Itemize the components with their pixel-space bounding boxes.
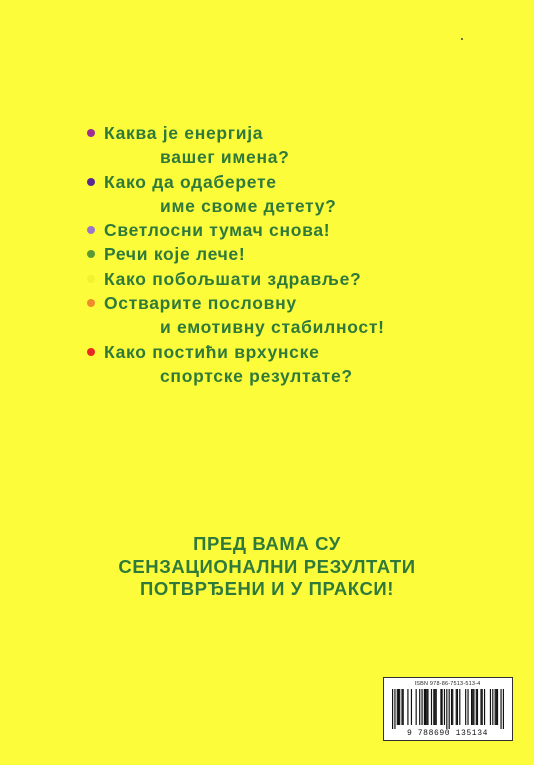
barcode-bar	[440, 689, 441, 725]
barcode-bar	[416, 689, 417, 725]
list-item-line: Каква је енергија	[104, 123, 264, 143]
list-item-line: спортске резултате?	[160, 365, 353, 386]
barcode-bar	[456, 689, 457, 725]
barcode-bar	[480, 689, 481, 725]
list-item-line: Светлосни тумач снова!	[104, 220, 331, 241]
list-item-line: Речи које лече!	[104, 244, 246, 265]
barcode-bar	[426, 689, 427, 725]
list-item	[84, 340, 484, 389]
barcode-bar	[424, 689, 425, 725]
barcode-bar	[452, 689, 453, 725]
barcode-bar	[497, 689, 498, 725]
barcode-bar	[398, 689, 399, 725]
barcode-digits: 9 788690 135134	[406, 729, 488, 738]
barcode-bar	[471, 689, 472, 725]
barcode-bar	[446, 689, 447, 729]
isbn-label: ISBN 978-86-7513-513-4	[414, 681, 481, 687]
list-item-line: Остварите пословну	[104, 293, 297, 314]
barcode-bar	[427, 689, 428, 725]
barcode-bar	[459, 689, 460, 725]
barcode-bar	[503, 689, 504, 729]
headline-line: ПРЕД ВАМА СУ	[193, 533, 341, 554]
barcode-bar	[449, 689, 450, 729]
barcode-bar	[433, 689, 434, 725]
barcode-bar	[492, 689, 493, 725]
barcode-bar	[394, 689, 395, 729]
barcode-bar	[477, 689, 478, 725]
barcode-bar	[392, 689, 393, 729]
headline-line: ПОТВРЂЕНИ И У ПРАКСИ!	[139, 578, 395, 599]
barcode-bar	[467, 689, 468, 725]
barcode-bar	[495, 689, 496, 725]
isbn-barcode	[383, 677, 513, 741]
headline-line: СЕНЗАЦИОНАЛНИ РЕЗУЛТАТИ	[118, 555, 416, 577]
barcode-bar	[457, 689, 458, 725]
barcode-bar	[451, 689, 452, 725]
headline	[0, 533, 534, 601]
barcode-bar	[444, 689, 445, 725]
list-item	[84, 291, 484, 340]
barcode-bar	[490, 689, 491, 725]
list-item-line: и емотивну стабилност!	[160, 317, 385, 338]
barcode-bars-icon	[392, 689, 504, 729]
list-item-line: вашег имена?	[160, 147, 290, 168]
barcode-bar	[472, 689, 473, 725]
list-item	[84, 242, 484, 266]
barcode-bar	[434, 689, 435, 725]
barcode-bar	[411, 689, 412, 725]
barcode-bar	[403, 689, 404, 725]
list-item	[84, 218, 484, 242]
barcode-bar	[496, 689, 497, 725]
list-item	[84, 170, 484, 219]
list-item-line: Како побољшати здравље?	[104, 268, 362, 289]
barcode-bar	[407, 689, 408, 725]
bullet-dot-icon	[87, 275, 95, 283]
list-item	[84, 267, 484, 291]
barcode-bar	[397, 689, 398, 725]
feature-list	[84, 121, 484, 388]
barcode-bar	[425, 689, 426, 725]
barcode-bar	[482, 689, 483, 725]
barcode-bar	[421, 689, 422, 725]
barcode-bar	[465, 689, 466, 725]
bullet-dot-icon	[87, 129, 95, 137]
barcode-bar	[442, 689, 443, 725]
print-speck	[461, 38, 463, 40]
bullet-dot-icon	[87, 348, 95, 356]
barcode-bar	[401, 689, 402, 725]
barcode-bar	[431, 689, 432, 725]
barcode-bar	[473, 689, 474, 725]
list-item-line: име своме детету?	[160, 195, 337, 216]
barcode-bar	[436, 689, 437, 725]
barcode-bar	[419, 689, 420, 725]
list-item-line: Како постићи врхунске	[104, 341, 320, 362]
list-item	[84, 121, 484, 170]
barcode-bar	[476, 689, 477, 725]
barcode-bar	[399, 689, 400, 725]
bullet-dot-icon	[87, 178, 95, 186]
barcode-bar	[484, 689, 485, 725]
list-item-line: Како да одаберете	[104, 171, 277, 192]
barcode-bar	[500, 689, 501, 729]
